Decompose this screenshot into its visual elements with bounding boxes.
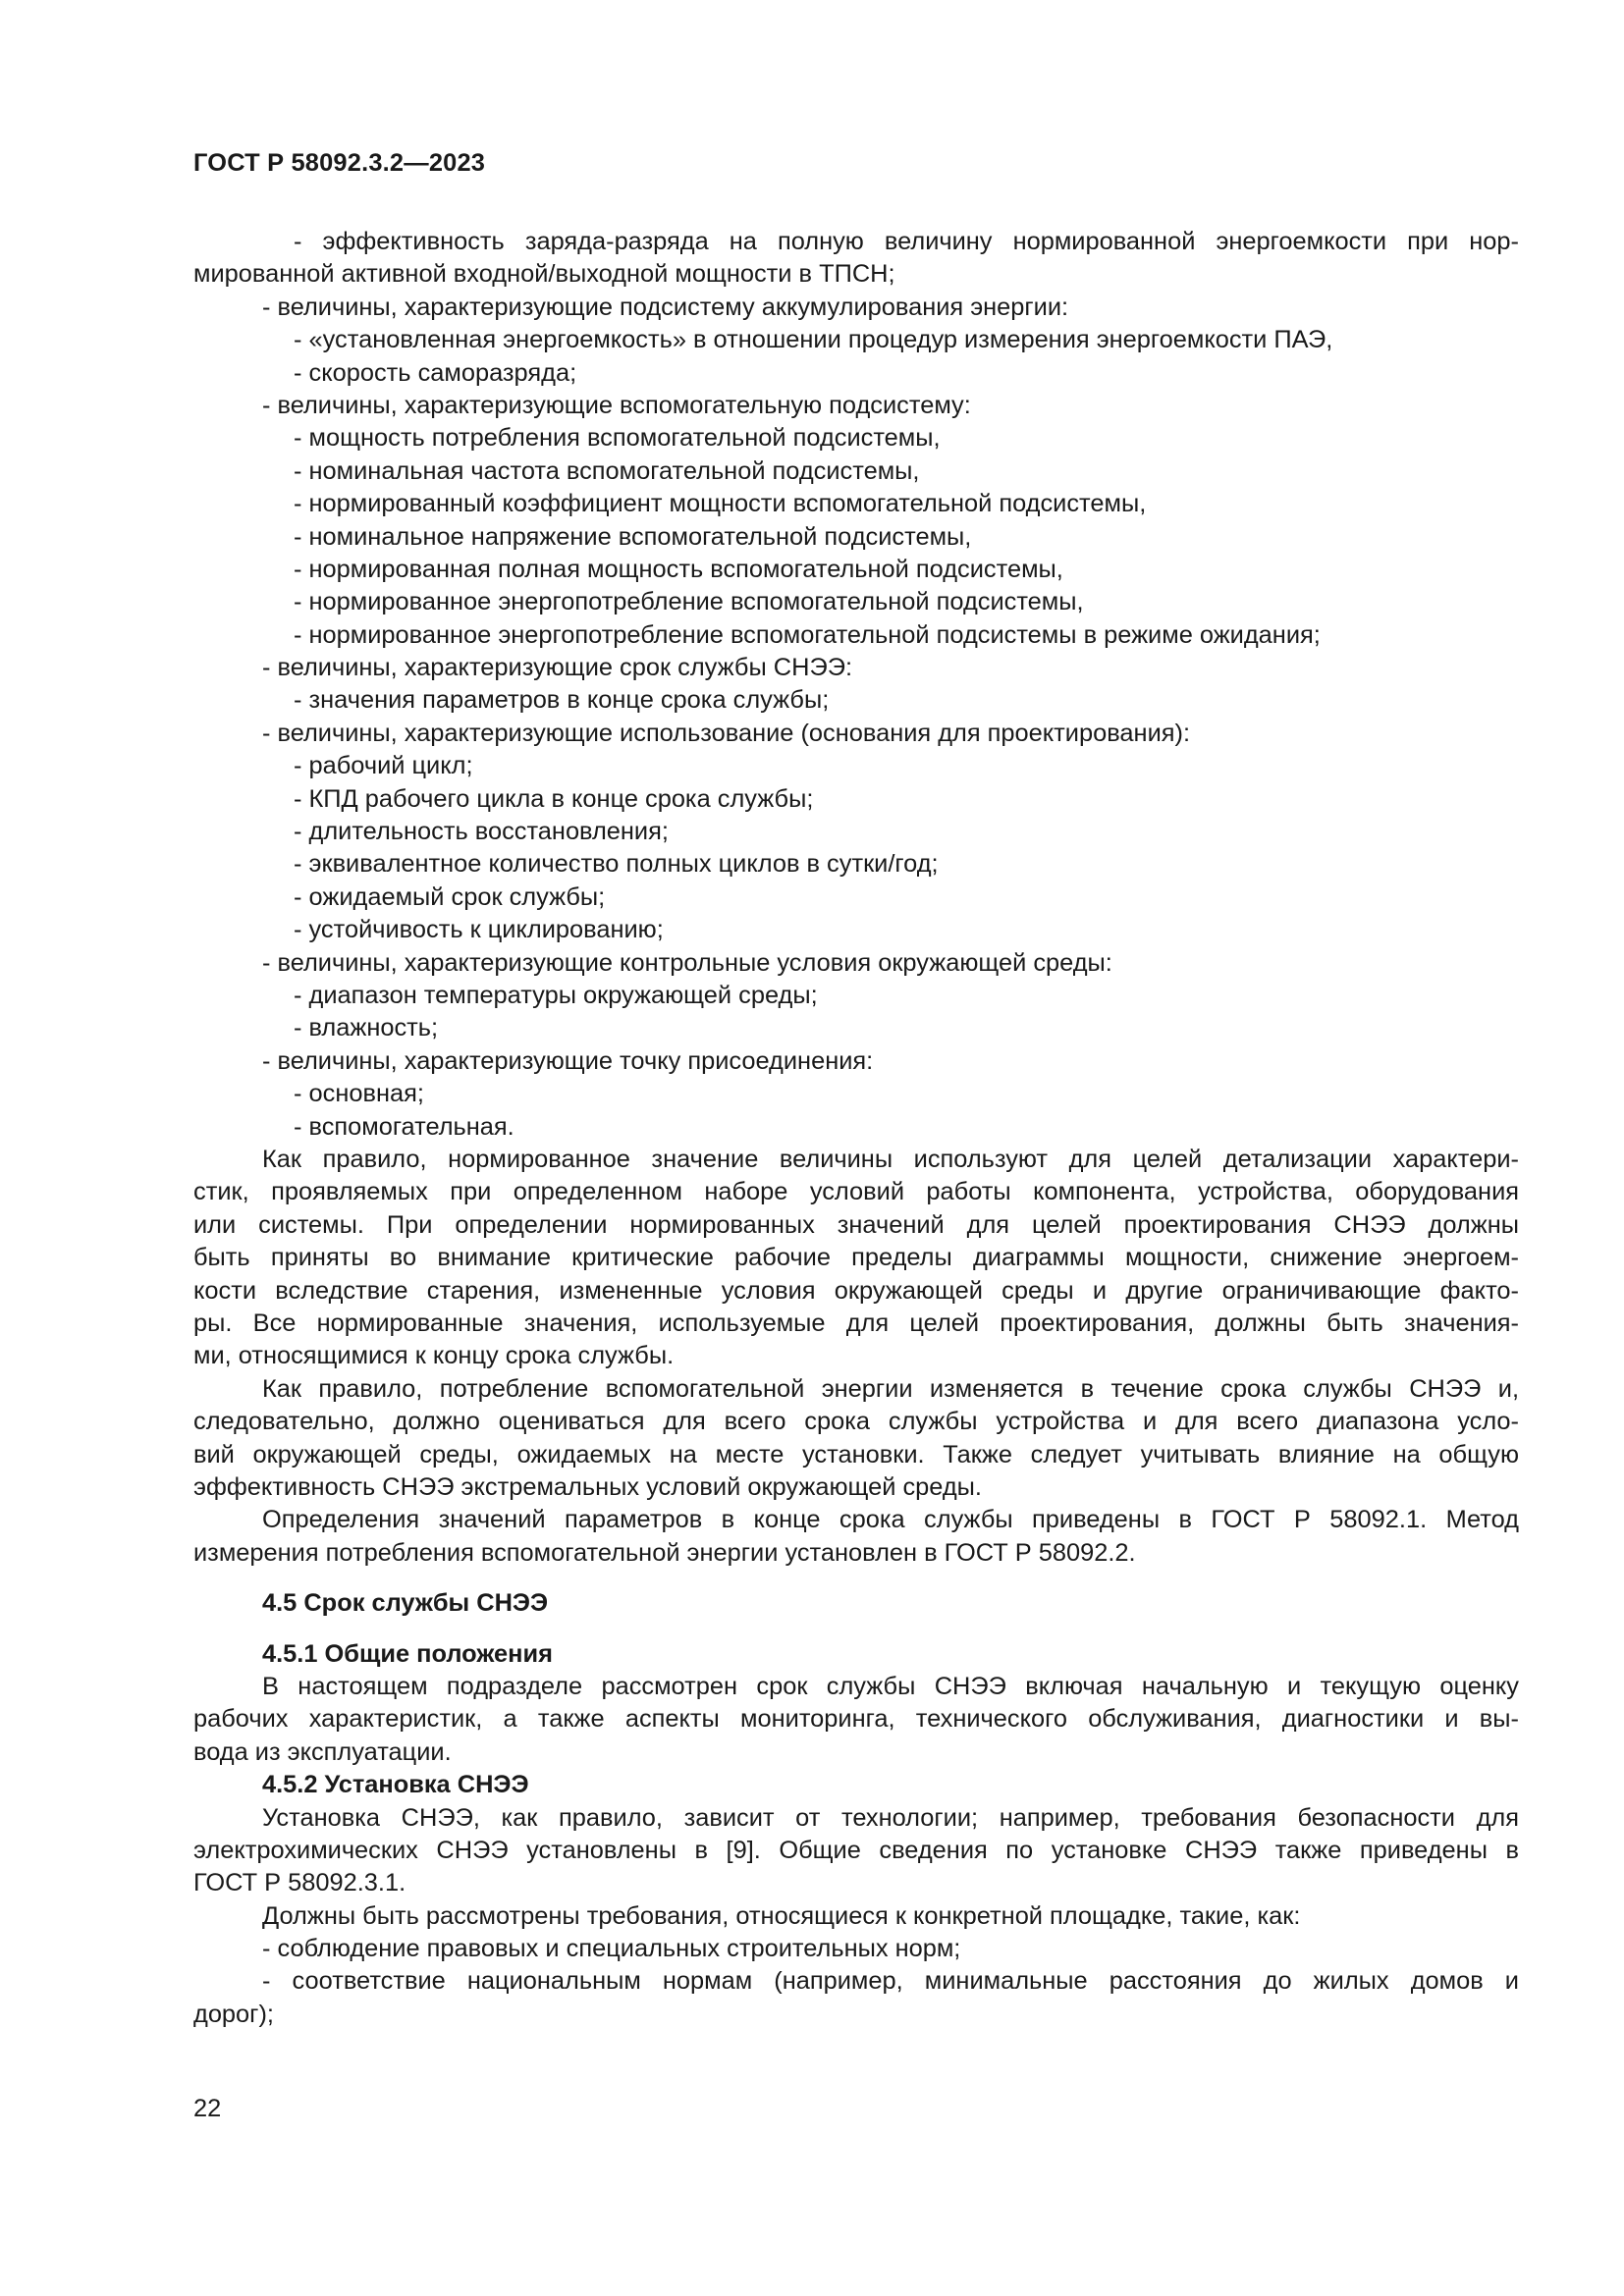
text-line: - соблюдение правовых и специальных строительных норм; <box>262 1935 961 1963</box>
text-line: - вспомогательная. <box>294 1112 514 1141</box>
text-line: - величины, характеризующие вспомогательную подсистему: <box>262 391 971 419</box>
spacer <box>193 1570 1519 1587</box>
text-line: - величины, характеризующие использование (основания для проектирования): <box>262 719 1191 747</box>
text-line: Как правило, нормированное значение величины используют для целей детализации характери- <box>262 1145 1519 1173</box>
text-line: - нормированное энергопотребление вспомогательной подсистемы, <box>294 588 1084 616</box>
text-line: - эквивалентное количество полных циклов в сутки/год; <box>294 850 939 879</box>
text-line: - длительность восстановления; <box>294 818 669 846</box>
text-line: - нормированный коэффициент мощности вспомогательной подсистемы, <box>294 490 1147 518</box>
text-line: кости вследствие старения, измененные условия окружающей среды и другие ограничивающие факто- <box>193 1276 1519 1305</box>
text-line: - величины, характеризующие контрольные условия окружающей среды: <box>262 948 1112 977</box>
section-heading: 4.5.2 Установка СНЭЭ <box>262 1771 529 1799</box>
text-line: - величины, характеризующие точку присоединения: <box>262 1046 874 1075</box>
text-line: быть приняты во внимание критические рабочие пределы диаграммы мощности, снижение энергоем- <box>193 1244 1519 1272</box>
text-line: ры. Все нормированные значения, используемые для целей проектирования, должны быть значения- <box>193 1308 1519 1337</box>
text-line: Как правило, потребление вспомогательной энергии изменяется в течение срока службы СНЭЭ и, <box>262 1374 1519 1403</box>
text-line: или системы. При определении нормированных значений для целей проектирования СНЭЭ должны <box>193 1210 1519 1239</box>
text-line: - номинальное напряжение вспомогательной подсистемы, <box>294 522 972 551</box>
text-line: измерения потребления вспомогательной энергии установлен в ГОСТ Р 58092.2. <box>193 1538 1136 1567</box>
text-line: - диапазон температуры окружающей среды; <box>294 982 818 1009</box>
text-line: - величины, характеризующие срок службы СНЭЭ: <box>262 654 852 682</box>
text-line: - мощность потребления вспомогательной подсистемы, <box>294 424 941 453</box>
text-line: - нормированная полная мощность вспомогательной подсистемы, <box>294 555 1063 583</box>
text-line: - КПД рабочего цикла в конце срока службы; <box>294 784 814 813</box>
text-line: Должны быть рассмотрены требования, относящиеся к конкретной площадке, такие, как: <box>262 1901 1301 1930</box>
text-line: - устойчивость к циклированию; <box>294 916 664 944</box>
page-number: 22 <box>193 2095 222 2122</box>
text-line: В настоящем подразделе рассмотрен срок службы СНЭЭ включая начальную и текущую оценку <box>262 1672 1519 1700</box>
text-line: мированной активной входной/выходной мощности в ТПСН; <box>193 260 895 289</box>
text-line: - «установленная энергоемкость» в отношении процедур измерения энергоемкости ПАЭ, <box>294 326 1333 354</box>
text-line: - номинальная частота вспомогательной подсистемы, <box>294 456 920 485</box>
text-line: эффективность СНЭЭ экстремальных условий окружающей среды. <box>193 1472 982 1501</box>
text-line: Определения значений параметров в конце срока службы приведены в ГОСТ Р 58092.1. Метод <box>262 1506 1519 1534</box>
section-heading: 4.5.1 Общие положения <box>262 1639 553 1668</box>
text-line: - скорость саморазряда; <box>294 358 577 387</box>
text-line: стик, проявляемых при определенном наборе условий работы компонента, устройства, оборудования <box>193 1178 1519 1206</box>
text-line: - рабочий цикл; <box>294 752 473 780</box>
text-line: - значения параметров в конце срока службы; <box>294 686 830 715</box>
text-line: - величины, характеризующие подсистему аккумулирования энергии: <box>262 293 1069 321</box>
text-line: следовательно, должно оцениваться для всего срока службы устройства и для всего диапазона усло- <box>193 1408 1519 1436</box>
text-line: вий окружающей среды, ожидаемых на месте установки. Также следует учитывать влияние на общую <box>193 1440 1519 1468</box>
text-line: дорог); <box>193 2000 274 2028</box>
document-header: ГОСТ Р 58092.3.2—2023 <box>193 149 486 177</box>
text-line: - ожидаемый срок службы; <box>294 882 606 911</box>
text-line: рабочих характеристик, а также аспекты мониторинга, технического обслуживания, диагностики и вы- <box>193 1705 1519 1734</box>
text-line: Установка СНЭЭ, как правило, зависит от технологии; например, требования безопасности для <box>262 1803 1519 1832</box>
text-line: - влажность; <box>294 1014 439 1042</box>
text-line: электрохимических СНЭЭ установлены в [9]. Общие сведения по установке СНЭЭ также приведены в <box>193 1836 1519 1864</box>
text-line: - соответствие национальным нормам (например, минимальные расстояния до жилых домов и <box>262 1967 1519 1996</box>
document-body <box>193 226 1519 2031</box>
text-line: - основная; <box>294 1080 424 1108</box>
text-line: ми, относящимися к концу срока службы. <box>193 1342 675 1370</box>
text-line: ГОСТ Р 58092.3.1. <box>193 1869 406 1897</box>
section-heading: 4.5 Срок службы СНЭЭ <box>262 1589 549 1618</box>
text-line: - нормированное энергопотребление вспомогательной подсистемы в режиме ожидания; <box>294 620 1321 649</box>
text-line: вода из эксплуатации. <box>193 1737 452 1766</box>
spacer <box>193 1621 1519 1638</box>
text-line: - эффективность заряда-разряда на полную величину нормированной энергоемкости при нор- <box>294 228 1519 255</box>
